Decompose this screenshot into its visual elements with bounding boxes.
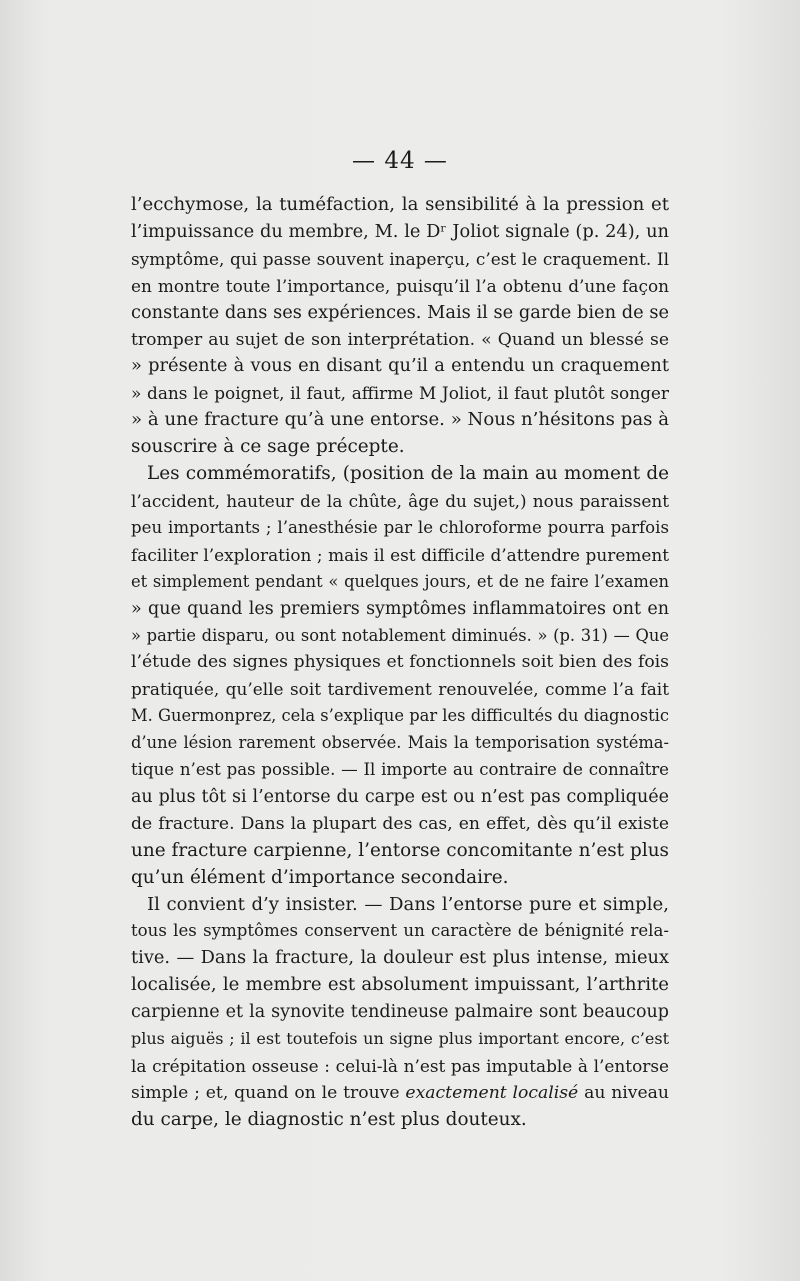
- text-line: tromper au sujet de son interprétation. « Quand un blessé se: [131, 329, 669, 350]
- text-line: tique n’est pas possible. — Il importe au contraire de connaître: [131, 760, 669, 780]
- text-line: symptôme, qui passe souvent inaperçu, c’est le craquement. Il: [131, 248, 669, 269]
- text-line: faciliter l’exploration ; mais il est difficile d’attendre purement: [131, 544, 669, 565]
- paragraph-3: [131, 892, 669, 1134]
- text-line: M. Guermonprez, cela s’explique par les difficultés du diagnostic: [131, 706, 669, 726]
- text-line: » présente à vous en disant qu’il a entendu un craquement: [131, 355, 669, 377]
- text-line: » que quand les premiers symptômes inflammatoires ont en: [131, 598, 669, 619]
- text-line: pratiquée, qu’elle soit tardivement renouvelée, comme l’a fait: [131, 679, 669, 700]
- text-line: l’impuissance du membre, M. le Dʳ Joliot signale (p. 24), un: [131, 220, 669, 242]
- text-line: tive. — Dans la fracture, la douleur est plus intense, mieux: [131, 947, 669, 969]
- text-line: simple ; et, quand on le trouve exactement localisé au niveau: [131, 1082, 669, 1103]
- page-number: — 44 —: [352, 148, 448, 174]
- text-line: en montre toute l’importance, puisqu’il l’a obtenu d’une façon: [131, 275, 669, 296]
- text-line: l’étude des signes physiques et fonctionnels soit bien des fois: [131, 652, 669, 673]
- emphasis: exactement localisé: [405, 1082, 579, 1103]
- text-line: localisée, le membre est absolument impuissant, l’arthrite: [131, 974, 669, 996]
- text-line: l’accident, hauteur de la chûte, âge du sujet,) nous paraissent: [131, 490, 669, 511]
- text-line: » dans le poignet, il faut, affirme M Joliot, il faut plutôt songer: [131, 383, 669, 404]
- text-line: » à une fracture qu’à une entorse. » Nous n’hésitons pas à: [131, 409, 669, 431]
- text-line: du carpe, le diagnostic n’est plus douteux.: [131, 1108, 527, 1130]
- text-line: peu importants ; l’anesthésie par le chloroforme pourra parfois: [131, 517, 669, 537]
- body-text: [131, 192, 669, 1134]
- paragraph-2: [131, 461, 669, 892]
- text-line: au plus tôt si l’entorse du carpe est ou n’est pas compliquée: [131, 786, 669, 807]
- text-line: Il convient d’y insister. — Dans l’entorse pure et simple,: [147, 893, 669, 915]
- text-line: la crépitation osseuse : celui-là n’est pas imputable à l’entorse: [131, 1056, 669, 1076]
- text-line: » partie disparu, ou sont notablement diminués. » (p. 31) — Que: [131, 625, 669, 645]
- text-line: l’ecchymose, la tuméfaction, la sensibilité à la pression et: [131, 194, 669, 215]
- paragraph-1: [131, 192, 669, 461]
- text-line: et simplement pendant « quelques jours, et de ne faire l’examen: [131, 571, 669, 591]
- text-line: Les commémoratifs, (position de la main au moment de: [147, 463, 669, 485]
- text-line: de fracture. Dans la plupart des cas, en effet, dès qu’il existe: [131, 813, 669, 834]
- text-line: qu’un élément d’importance secondaire.: [131, 866, 509, 888]
- text-line: souscrire à ce sage précepte.: [131, 436, 405, 458]
- text-line: d’une lésion rarement observée. Mais la temporisation systéma-: [131, 733, 669, 753]
- text-line: tous les symptômes conservent un caractère de bénignité rela-: [131, 921, 669, 941]
- text-line: constante dans ses expériences. Mais il se garde bien de se: [131, 301, 669, 323]
- text-line: carpienne et la synovite tendineuse palmaire sont beaucoup: [131, 1002, 669, 1023]
- text-line: une fracture carpienne, l’entorse concomitante n’est plus: [131, 839, 669, 861]
- text-line: plus aiguës ; il est toutefois un signe plus important encore, c’est: [131, 1029, 669, 1049]
